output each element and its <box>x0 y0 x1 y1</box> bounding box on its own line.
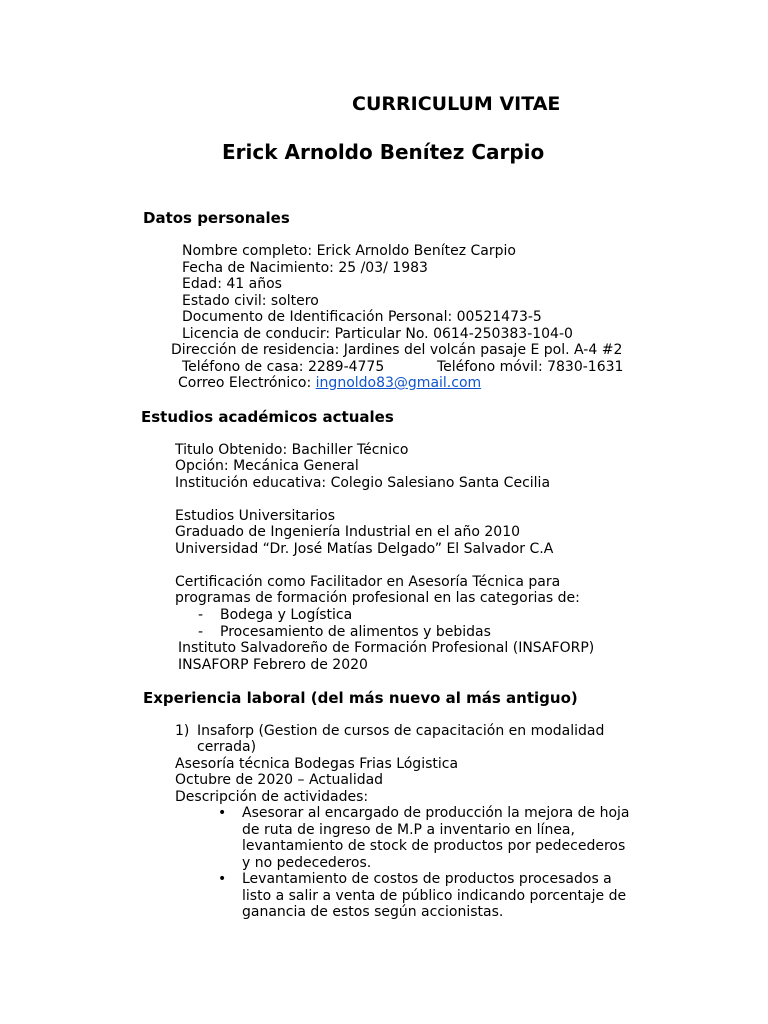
studies-heading: Estudios académicos actuales <box>141 408 394 426</box>
activity-bullet-line: de ruta de ingreso de M.P a inventario en línea, <box>242 822 575 838</box>
university-degree-line: Graduado de Ingeniería Industrial en el año 2010 <box>175 524 521 540</box>
degree-line: Titulo Obtenido: Bachiller Técnico <box>175 442 409 458</box>
birth-date-line: Fecha de Nacimiento: 25 /03/ 1983 <box>182 260 428 276</box>
job-title-line-2: cerrada) <box>197 739 257 755</box>
home-phone-line: Teléfono de casa: 2289-4775 <box>182 359 385 375</box>
candidate-name: Erick Arnoldo Benítez Carpio <box>222 140 545 164</box>
job-number: 1) <box>175 723 190 739</box>
bullet-icon: • <box>218 805 227 821</box>
mobile-phone-line: Teléfono móvil: 7830-1631 <box>437 359 624 375</box>
email-line <box>178 375 481 391</box>
dash-marker: - <box>198 607 204 623</box>
activity-bullet-line: y no pedecederos. <box>242 855 372 871</box>
certification-item: Procesamiento de alimentos y bebidas <box>220 624 491 640</box>
experience-heading: Experiencia laboral (del más nuevo al más antiguo) <box>143 689 578 707</box>
activity-bullet-line: listo a salir a venta de público indicando porcentaje de <box>242 888 627 904</box>
certification-line-1: Certificación como Facilitador en Asesoría Técnica para <box>175 574 561 590</box>
document-title: CURRICULUM VITAE <box>352 93 561 115</box>
activity-bullet-line: levantamiento de stock de productos por pedecederos <box>242 838 626 854</box>
job-role-line: Asesoría técnica Bodegas Frias Lógistica <box>175 756 459 772</box>
university-name-line: Universidad “Dr. José Matías Delgado” El Salvador C.A <box>175 541 554 557</box>
certification-date-line: INSAFORP Febrero de 2020 <box>178 657 368 673</box>
email-link[interactable]: ingnoldo83@gmail.com <box>315 375 482 391</box>
id-document-line: Documento de Identificación Personal: 00521473-5 <box>182 309 542 325</box>
civil-status-line: Estado civil: soltero <box>182 293 319 309</box>
job-title-line-1: Insaforp (Gestion de cursos de capacitación en modalidad <box>197 723 605 739</box>
activity-bullet-line: Asesorar al encargado de producción la mejora de hoja <box>242 805 630 821</box>
full-name-line: Nombre completo: Erick Arnoldo Benítez Carpio <box>182 243 516 259</box>
certification-item: Bodega y Logística <box>220 607 353 623</box>
activity-bullet-line: ganancia de estos según accionistas. <box>242 904 504 920</box>
certification-institute-line: Instituto Salvadoreño de Formación Profesional (INSAFORP) <box>178 640 595 656</box>
address-line: Dirección de residencia: Jardines del volcán pasaje E pol. A-4 #2 <box>171 342 623 358</box>
license-line: Licencia de conducir: Particular No. 0614-250383-104-0 <box>182 326 573 342</box>
university-heading: Estudios Universitarios <box>175 508 336 524</box>
job-description-label: Descripción de actividades: <box>175 789 369 805</box>
activity-bullet-line: Levantamiento de costos de productos procesados a <box>242 871 612 887</box>
email-label: Correo Electrónico: <box>178 375 312 391</box>
option-line: Opción: Mecánica General <box>175 458 359 474</box>
institution-line: Institución educativa: Colegio Salesiano Santa Cecilia <box>175 475 551 491</box>
job-period-line: Octubre de 2020 – Actualidad <box>175 772 384 788</box>
certification-line-2: programas de formación profesional en las categorias de: <box>175 590 580 606</box>
dash-marker: - <box>198 624 204 640</box>
age-line: Edad: 41 años <box>182 276 282 292</box>
personal-data-heading: Datos personales <box>143 209 290 227</box>
bullet-icon: • <box>218 871 227 887</box>
